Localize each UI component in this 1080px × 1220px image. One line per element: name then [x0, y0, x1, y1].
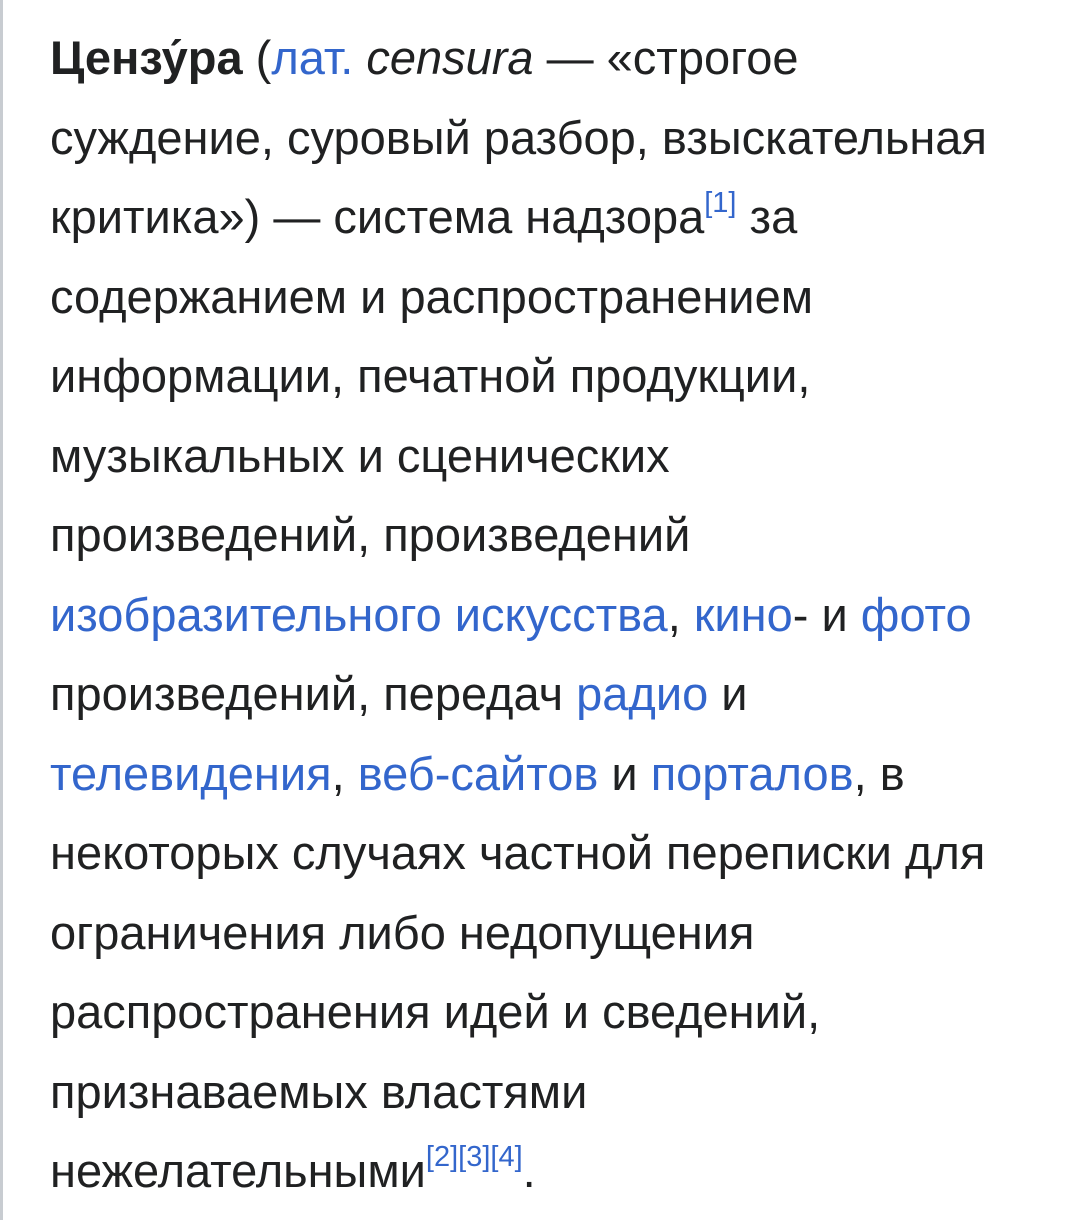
text-line: информации, печатной продукции, — [50, 349, 811, 402]
text-line: музыкальных и сценических — [50, 428, 670, 482]
text-line — [50, 654, 1050, 734]
text-fragment: — «строгое — [533, 31, 799, 84]
article-term: Цензу́ра — [50, 31, 243, 84]
text-line — [50, 1131, 1050, 1211]
text-line: признаваемых властями — [50, 1064, 588, 1118]
text-fragment: критика») — система надзора — [50, 190, 705, 243]
text-fragment: . — [522, 1144, 536, 1197]
latin-word: censura — [366, 31, 534, 84]
reference-link-1[interactable] — [704, 187, 736, 219]
text-line: некоторых случаях частной переписки для — [50, 826, 986, 879]
radio-link[interactable]: радио — [576, 667, 709, 720]
text-fragment: , — [331, 746, 358, 800]
websites-link[interactable]: веб-сайтов — [357, 746, 599, 800]
photo-link[interactable]: фото — [860, 587, 972, 641]
text-fragment: , — [667, 587, 694, 641]
reference-1-text[interactable]: [1] — [704, 187, 737, 220]
text-fragment: , в — [853, 746, 905, 800]
space — [353, 31, 366, 84]
text-fragment: и — [598, 746, 651, 800]
left-border — [0, 0, 3, 1220]
text-line — [50, 575, 1050, 655]
text-line: произведений, произведений — [50, 508, 691, 561]
portals-link[interactable]: порталов — [650, 746, 854, 800]
text-line — [50, 177, 1050, 257]
text-line: суждение, суровый разбор, взыскательная — [50, 110, 987, 164]
reference-link-2[interactable] — [426, 1141, 458, 1173]
text-line: распространения идей и сведений, — [50, 985, 821, 1038]
cinema-link[interactable]: кино — [693, 587, 793, 641]
reference-3-text[interactable]: [3] — [458, 1141, 491, 1174]
text-line: содержанием и распространением — [50, 269, 814, 323]
reference-4-text[interactable]: [4] — [490, 1141, 523, 1174]
television-link[interactable]: телевидения — [50, 746, 332, 800]
text-fragment: произведений, передач — [50, 667, 577, 720]
text-fragment: и — [708, 667, 748, 720]
text-line — [50, 734, 1050, 814]
text-line — [50, 18, 1050, 98]
reference-link-4[interactable] — [490, 1141, 522, 1173]
latin-language-link[interactable]: лат. — [271, 31, 354, 84]
text-line: ограничения либо недопущения — [50, 905, 755, 959]
article-paragraph — [50, 18, 1050, 1211]
fine-art-link[interactable]: изобразительного искусства — [50, 587, 668, 641]
reference-2-text[interactable]: [2] — [425, 1141, 459, 1174]
paren-open: ( — [242, 31, 272, 84]
text-fragment: нежелательными — [50, 1144, 426, 1197]
text-fragment: за — [736, 190, 798, 243]
reference-link-3[interactable] — [458, 1141, 490, 1173]
text-fragment: - и — [792, 587, 861, 641]
